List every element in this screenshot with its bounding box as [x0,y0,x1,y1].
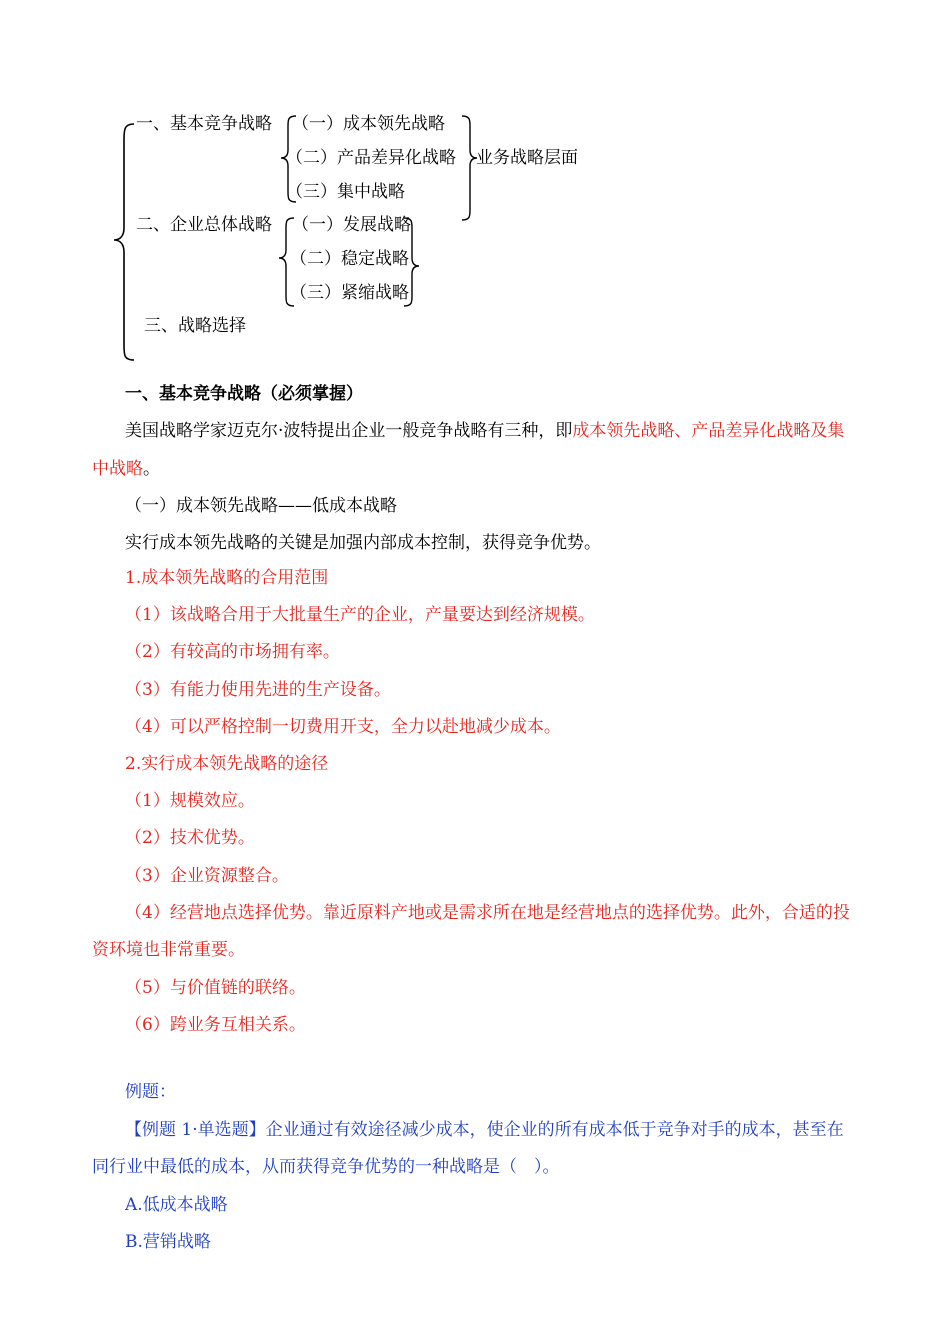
scope-item-1: （1）该战略合用于大批量生产的企业，产量要达到经济规模。 [125,605,595,625]
intro-prefix: 美国战略学家迈克尔·波特提出企业一般竞争战略有三种，即 [125,421,573,441]
outline-item-2-sub-3: （三）紧缩战略 [290,283,409,303]
path-item-6: （6）跨业务互相关系。 [125,1015,306,1035]
outline-item-1-sub-3: （三）集中战略 [286,182,405,202]
outline-item-2: 二、企业总体战略 [136,215,272,235]
example-stem-line-1 [92,1119,925,1141]
scope-title: 1.成本领先战略的合用范围 [125,568,329,588]
intro-line-1 [92,420,925,442]
section-heading: 一、基本竞争战略（必须掌握） [125,384,363,404]
outline-item-2-sub-2: （二）稳定战略 [290,249,409,269]
scope-item-3: （3）有能力使用先进的生产设备。 [125,680,391,700]
business-right-brace [462,116,477,220]
intro-red-2: 中战略 [92,459,143,479]
outline-item-1-sub-1: （一）成本领先战略 [292,114,445,134]
path-item-3: （3）企业资源整合。 [125,866,289,886]
example-stem-1: 企业通过有效途径减少成本，使企业的所有成本低于竞争对手的成本，甚至在 [265,1120,844,1140]
path-title: 2.实行成本领先战略的途径 [125,754,329,774]
path-item-2: （2）技术优势。 [125,828,255,848]
key-sentence: 实行成本领先战略的关键是加强内部成本控制，获得竞争优势。 [125,533,601,553]
scope-item-2: （2）有较高的市场拥有率。 [125,642,340,662]
path-item-1: （1）规模效应。 [125,791,255,811]
path-item-4-line-1: （4）经营地点选择优势。靠近原料产地或是需求所在地是经营地点的选择优势。此外，合适的投 [125,903,850,923]
path-item-4-line-2: 资环境也非常重要。 [92,940,245,960]
outline-braces [0,0,950,370]
example-stem-line-2: 同行业中最低的成本，从而获得竞争优势的一种战略是（ ）。 [92,1157,560,1177]
main-left-brace [114,124,134,360]
option-b: B.营销战略 [125,1232,211,1252]
outline-item-1-sub-2: （二）产品差异化战略 [286,148,456,168]
outline-item-2-sub-1: （一）发展战略 [292,215,411,235]
business-level-label: 业务战略层面 [476,148,578,168]
scope-item-4: （4）可以严格控制一切费用开支，全力以赴地减少成本。 [125,717,561,737]
example-tag: 【例题 1·单选题】 [125,1120,266,1140]
intro-red-1: 成本领先战略、产品差异化战略及集 [572,421,845,441]
outline-item-3: 三、战略选择 [144,316,246,336]
intro-suffix: 。 [143,459,160,479]
path-item-5: （5）与价值链的联络。 [125,978,306,998]
sub-heading: （一）成本领先战略——低成本战略 [125,496,397,516]
option-a: A.低成本战略 [125,1195,228,1215]
example-label: 例题： [125,1082,176,1102]
outline-item-1: 一、基本竞争战略 [136,114,272,134]
intro-line-2 [92,458,892,480]
